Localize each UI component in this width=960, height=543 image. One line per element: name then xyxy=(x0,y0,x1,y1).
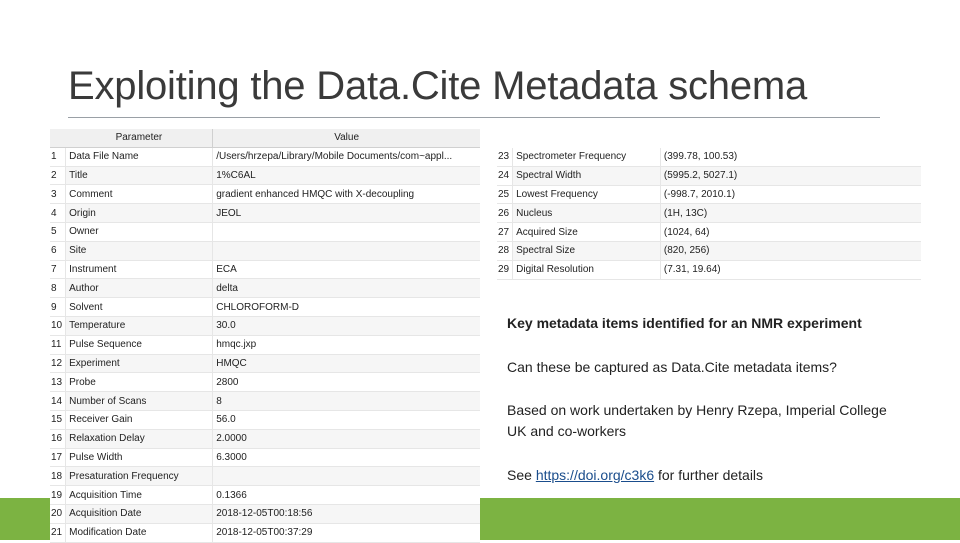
row-number: 26 xyxy=(497,204,513,223)
table-row[interactable] xyxy=(50,448,480,467)
table-row[interactable] xyxy=(50,279,480,298)
row-number: 12 xyxy=(50,354,66,373)
row-number: 25 xyxy=(497,185,513,204)
parameter-name-cell: Site xyxy=(66,241,213,260)
parameter-name-cell: Solvent xyxy=(66,298,213,317)
parameter-name-cell: Nucleus xyxy=(513,204,661,223)
table-row[interactable] xyxy=(497,204,921,223)
row-number: 23 xyxy=(497,148,513,166)
row-number: 11 xyxy=(50,335,66,354)
parameter-value-cell xyxy=(213,241,480,260)
parameter-name-cell: Data File Name xyxy=(66,147,213,166)
parameter-name-cell: Temperature xyxy=(66,316,213,335)
row-number: 13 xyxy=(50,373,66,392)
table-row[interactable] xyxy=(50,467,480,486)
row-number: 24 xyxy=(497,166,513,185)
row-number: 8 xyxy=(50,279,66,298)
parameter-value-cell: CHLOROFORM-D xyxy=(213,298,480,317)
table-row[interactable] xyxy=(50,147,480,166)
parameter-name-cell: Probe xyxy=(66,373,213,392)
table-row[interactable] xyxy=(497,260,921,279)
table-row[interactable] xyxy=(50,486,480,505)
parameter-name-cell: Acquisition Time xyxy=(66,486,213,505)
parameter-value-cell: JEOL xyxy=(213,204,480,223)
parameter-name-cell: Receiver Gain xyxy=(66,410,213,429)
parameter-value-cell: gradient enhanced HMQC with X-decoupling xyxy=(213,185,480,204)
row-number: 6 xyxy=(50,241,66,260)
table-row[interactable] xyxy=(497,148,921,166)
table-row[interactable] xyxy=(497,223,921,242)
credit-text: Based on work undertaken by Henry Rzepa, Imperial College UK and co-workers xyxy=(507,402,887,439)
table-row[interactable] xyxy=(50,429,480,448)
doi-link[interactable]: https://doi.org/c3k6 xyxy=(535,467,655,483)
table-row[interactable] xyxy=(50,504,480,523)
parameter-value-cell: hmqc.jxp xyxy=(213,335,480,354)
datacite-question: Can these be captured as Data.Cite metadata items? xyxy=(507,359,837,375)
parameter-name-cell: Pulse Width xyxy=(66,448,213,467)
parameter-value-cell: 2.0000 xyxy=(213,429,480,448)
parameter-name-cell: Title xyxy=(66,166,213,185)
table-row[interactable] xyxy=(50,298,480,317)
parameter-name-cell: Spectral Width xyxy=(513,166,661,185)
parameter-name-cell: Relaxation Delay xyxy=(66,429,213,448)
parameter-name-cell: Acquisition Date xyxy=(66,504,213,523)
table-row[interactable] xyxy=(50,523,480,542)
row-number: 20 xyxy=(50,504,66,523)
parameter-value-cell: 2800 xyxy=(213,373,480,392)
row-number: 2 xyxy=(50,166,66,185)
row-number: 17 xyxy=(50,448,66,467)
table-row[interactable] xyxy=(50,410,480,429)
row-number: 4 xyxy=(50,204,66,223)
table-row[interactable] xyxy=(497,185,921,204)
row-number-header xyxy=(50,129,66,147)
parameter-value-cell: (820, 256) xyxy=(660,241,921,260)
row-number: 5 xyxy=(50,222,66,241)
row-number: 15 xyxy=(50,410,66,429)
parameter-name-cell: Spectral Size xyxy=(513,241,661,260)
row-number: 16 xyxy=(50,429,66,448)
value-column-header[interactable]: Value xyxy=(213,129,480,147)
table-row[interactable] xyxy=(50,204,480,223)
parameter-table-right xyxy=(497,148,921,280)
parameter-name-cell: Modification Date xyxy=(66,523,213,542)
row-number: 1 xyxy=(50,147,66,166)
parameter-value-cell: (7.31, 19.64) xyxy=(660,260,921,279)
parameter-name-cell: Acquired Size xyxy=(513,223,661,242)
parameter-value-cell: 30.0 xyxy=(213,316,480,335)
row-number: 9 xyxy=(50,298,66,317)
parameter-name-cell: Instrument xyxy=(66,260,213,279)
table-row[interactable] xyxy=(497,241,921,260)
parameter-value-cell: 0.1366 xyxy=(213,486,480,505)
parameter-name-cell: Author xyxy=(66,279,213,298)
parameter-table-left xyxy=(50,129,480,543)
see-suffix: for further details xyxy=(654,467,764,483)
row-number: 10 xyxy=(50,316,66,335)
row-number: 21 xyxy=(50,523,66,542)
parameter-value-cell: HMQC xyxy=(213,354,480,373)
parameter-value-cell xyxy=(213,222,480,241)
row-number: 29 xyxy=(497,260,513,279)
row-number: 27 xyxy=(497,223,513,242)
parameter-name-cell: Lowest Frequency xyxy=(513,185,661,204)
parameter-name-cell: Experiment xyxy=(66,354,213,373)
parameter-name-cell: Pulse Sequence xyxy=(66,335,213,354)
parameter-value-cell: (-998.7, 2010.1) xyxy=(660,185,921,204)
row-number: 7 xyxy=(50,260,66,279)
parameter-value-cell: ECA xyxy=(213,260,480,279)
key-metadata-heading: Key metadata items identified for an NMR experiment xyxy=(507,315,862,331)
parameter-value-cell: 56.0 xyxy=(213,410,480,429)
row-number: 28 xyxy=(497,241,513,260)
parameter-value-cell: (1H, 13C) xyxy=(660,204,921,223)
parameter-value-cell: 1%C6AL xyxy=(213,166,480,185)
parameter-value-cell: 2018-12-05T00:37:29 xyxy=(213,523,480,542)
parameter-name-cell: Number of Scans xyxy=(66,392,213,411)
see-details-text xyxy=(507,465,907,486)
parameter-value-cell: /Users/hrzepa/Library/Mobile Documents/com~appl... xyxy=(213,147,480,166)
parameter-name-cell: Owner xyxy=(66,222,213,241)
parameter-name-cell: Presaturation Frequency xyxy=(66,467,213,486)
see-prefix: See xyxy=(507,467,536,483)
parameter-value-cell: (1024, 64) xyxy=(660,223,921,242)
parameter-column-header[interactable]: Parameter xyxy=(66,129,213,147)
table-row[interactable] xyxy=(50,260,480,279)
parameter-value-cell: 6.3000 xyxy=(213,448,480,467)
table-row[interactable] xyxy=(50,241,480,260)
table-row[interactable] xyxy=(50,222,480,241)
row-number: 3 xyxy=(50,185,66,204)
slide-title: Exploiting the Data.Cite Metadata schema xyxy=(68,64,808,108)
title-divider xyxy=(68,117,880,118)
parameter-name-cell: Comment xyxy=(66,185,213,204)
table-row[interactable] xyxy=(50,185,480,204)
parameter-value-cell xyxy=(213,467,480,486)
table-row[interactable] xyxy=(50,166,480,185)
table-row[interactable] xyxy=(50,392,480,411)
parameter-value-cell: 2018-12-05T00:18:56 xyxy=(213,504,480,523)
table-row[interactable] xyxy=(497,166,921,185)
parameter-value-cell: (5995.2, 5027.1) xyxy=(660,166,921,185)
parameter-name-cell: Origin xyxy=(66,204,213,223)
row-number: 14 xyxy=(50,392,66,411)
parameter-name-cell: Spectrometer Frequency xyxy=(513,148,661,166)
table-row[interactable] xyxy=(50,373,480,392)
parameter-name-cell: Digital Resolution xyxy=(513,260,661,279)
row-number: 18 xyxy=(50,467,66,486)
parameter-value-cell: 8 xyxy=(213,392,480,411)
table-row[interactable] xyxy=(50,354,480,373)
table-row[interactable] xyxy=(50,335,480,354)
row-number: 19 xyxy=(50,486,66,505)
parameter-value-cell: (399.78, 100.53) xyxy=(660,148,921,166)
parameter-value-cell: delta xyxy=(213,279,480,298)
table-row[interactable] xyxy=(50,316,480,335)
table-header-row xyxy=(50,129,480,147)
